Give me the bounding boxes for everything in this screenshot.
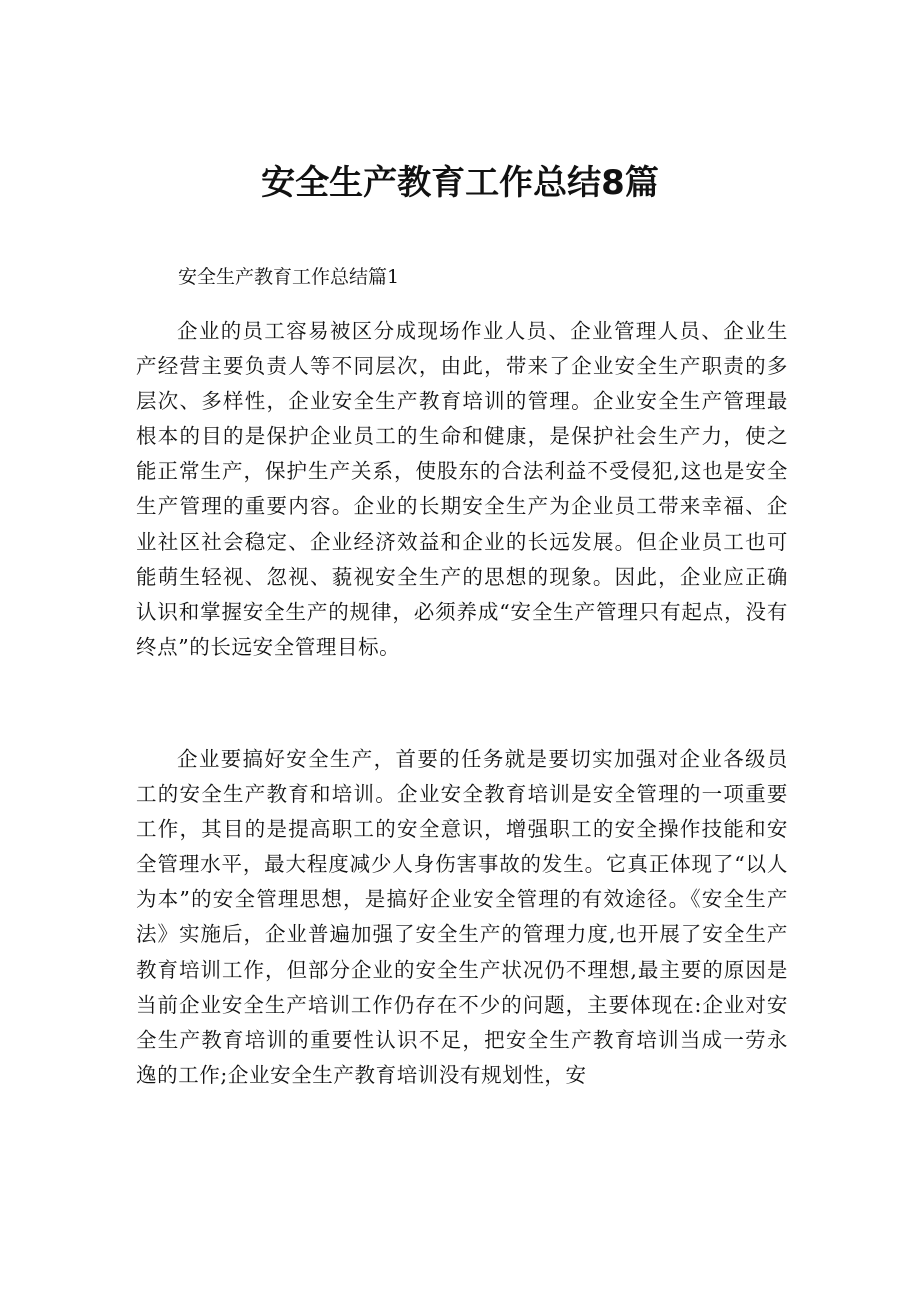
section-heading: 安全生产教育工作总结篇1 [178,266,400,288]
body-paragraph-1: 企业的员工容易被区分成现场作业人员、企业管理人员、企业生产经营主要负责人等不同层次，由此，带来了企业安全生产职责的多层次、多样性，企业安全生产教育培训的管理。企业安全生产管理最根本的目的是保护企业员工的生命和健康，是保护社会生产力，使之能正常生产，保护生产关系，使股东的合法利益不受侵犯,这也是安全生产管理的重要内容。企业的长期安全生产为企业员工带来幸福、企业社区社会稳定、企业经济效益和企业的长远发展。但企业员工也可能萌生轻视、忽视、藐视安全生产的思想的现象。因此，企业应正确认识和掌握安全生产的规律，必须养成“安全生产管理只有起点，没有终点”的长远安全管理目标。 [136,319,788,659]
body-paragraph-2: 企业要搞好安全生产，首要的任务就是要切实加强对企业各级员工的安全生产教育和培训。企业安全教育培训是安全管理的一项重要工作，其目的是提高职工的安全意识，增强职工的安全操作技能和安全管理水平，最大程度减少人身伤害事故的发生。它真正体现了“以人为本”的安全管理思想，是搞好企业安全管理的有效途径。《安全生产法》实施后，企业普遍加强了安全生产的管理力度,也开展了安全生产教育培训工作，但部分企业的安全生产状况仍不理想,最主要的原因是当前企业安全生产培训工作仍存在不少的问题，主要体现在:企业对安全生产教育培训的重要性认识不足，把安全生产教育培训当成一劳永逸的工作;企业安全生产教育培训没有规划性，安 [136,747,788,1087]
document-title: 安全生产教育工作总结8篇 [261,163,659,203]
